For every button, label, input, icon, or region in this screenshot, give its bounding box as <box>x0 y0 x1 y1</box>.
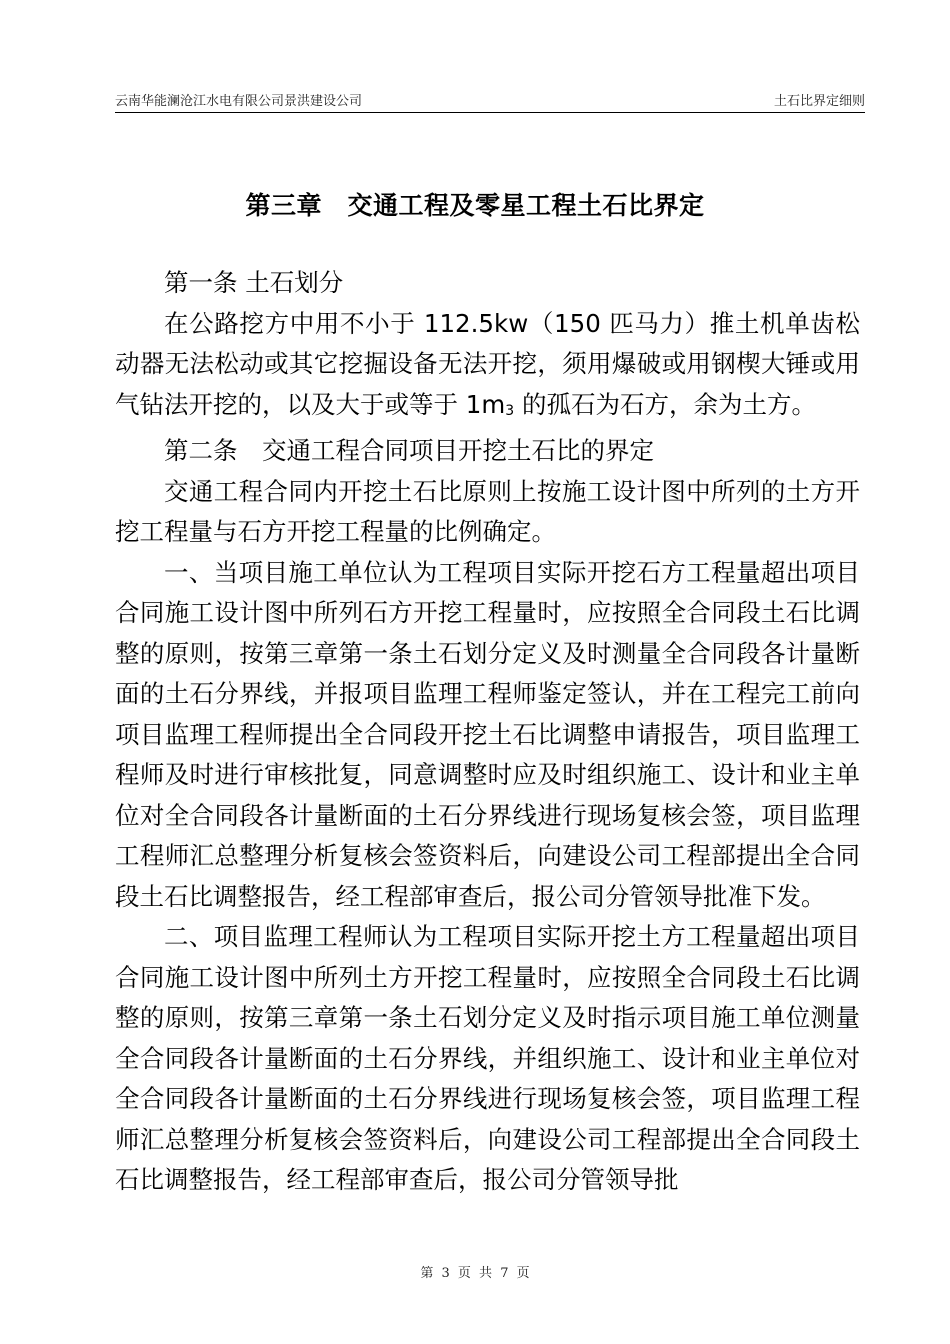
paragraph-text: 的孤石为石方，余为土方。 <box>514 389 816 419</box>
paragraph: 一、当项目施工单位认为工程项目实际开挖石方工程量超出项目合同施工设计图中所列石方开挖工程量时，应按照全合同段土石比调整的原则，按第三章第一条土石划分定义及时测量全合同段各计量断面的土石分界线，并报项目监理工程师鉴定签认，并在工程完工前向项目监理工程师提出全合同段开挖土石比调整申请报告，项目监理工程师及时进行审核批复，同意调整时应及时组织施工、设计和业主单位对全合同段各计量断面的土石分界线进行现场复核会签，项目监理工程师汇总整理分析复核会签资料后，向建设公司工程部提出全合同段土石比调整报告，经工程部审查后，报公司分管领导批准下发。 <box>115 557 860 911</box>
subscript: 3 <box>505 402 515 419</box>
header-organization: 云南华能澜沧江水电有限公司景洪建设公司 <box>115 94 363 109</box>
header-divider <box>115 112 865 113</box>
article-heading: 第一条 土石划分 <box>164 268 344 297</box>
paragraph <box>115 304 860 432</box>
paragraph: 交通工程合同内开挖土石比原则上按施工设计图中所列的土方开挖工程量与石方开挖工程量的比例确定。 <box>115 476 860 546</box>
paragraph-text: 在公路挖方中用不小于 112.5kw（150 匹马力）推土机单齿松动器无法松动或其它挖掘设备无法开挖，须用爆破或用钢楔大锤或用气钻法开挖的，以及大于或等于 1m <box>115 308 860 419</box>
page-header <box>115 90 865 112</box>
paragraph: 二、项目监理工程师认为工程项目实际开挖土方工程量超出项目合同施工设计图中所列土方开挖工程量时，应按照全合同段土石比调整的原则，按第三章第一条土石划分定义及时指示项目施工单位测量全合同段各计量断面的土石分界线，并组织施工、设计和业主单位对全合同段各计量断面的土石分界线进行现场复核会签，项目监理工程师汇总整理分析复核会签资料后，向建设公司工程部提出全合同段土石比调整报告，经工程部审查后，报公司分管领导批 <box>115 922 860 1194</box>
page-footer: 第 3 页 共 7 页 <box>420 1266 530 1281</box>
header-document-name: 土石比界定细则 <box>773 94 865 109</box>
document-body <box>115 263 860 1201</box>
article-heading: 第二条 交通工程合同项目开挖土石比的界定 <box>164 436 654 465</box>
chapter-title: 第三章 交通工程及零星工程土石比界定 <box>245 191 705 220</box>
